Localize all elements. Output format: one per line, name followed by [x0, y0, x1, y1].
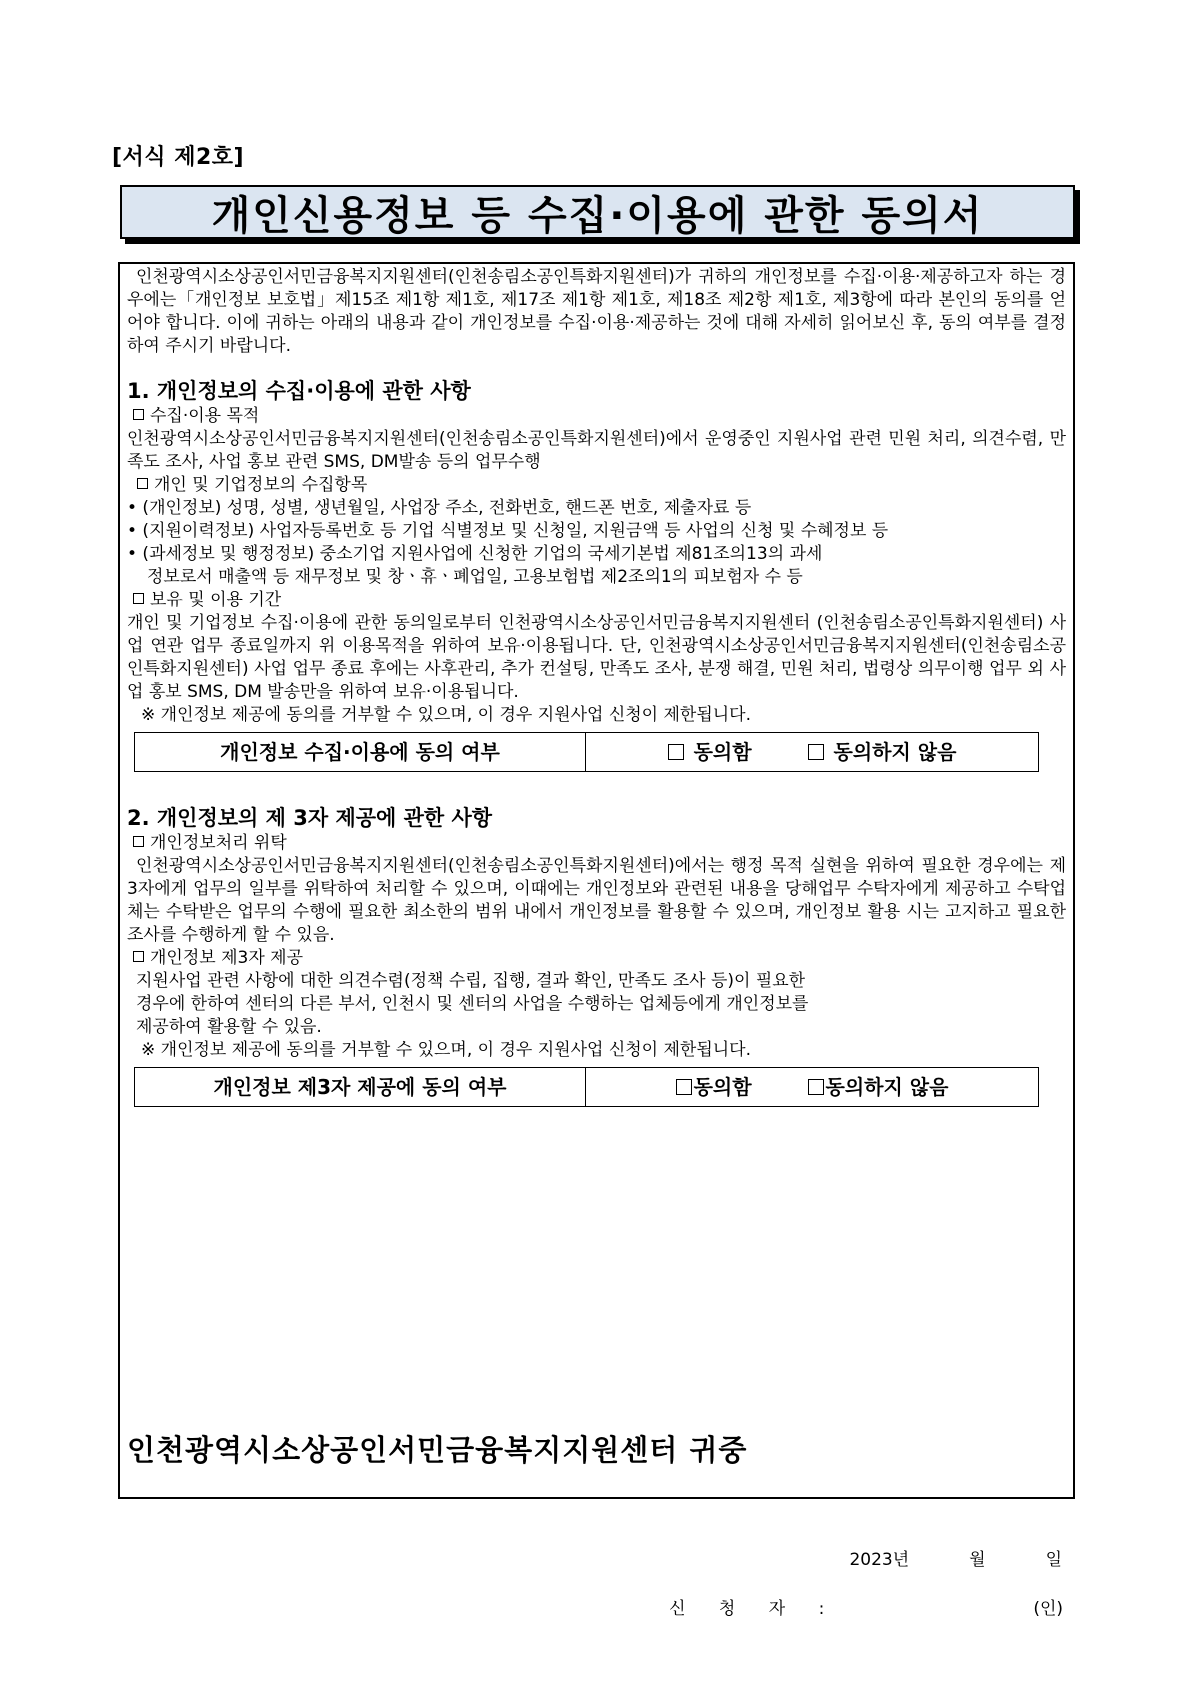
- consent-table-2: [134, 1067, 1039, 1107]
- entrust-label: 개인정보처리 위탁: [127, 832, 1066, 855]
- item-personal: • (개인정보) 성명, 성별, 생년월일, 사업장 주소, 전화번호, 핸드폰 번호, 제출자료 등: [127, 498, 752, 518]
- square-bullet-icon: [133, 593, 144, 604]
- purpose-text: 인천광역시소상공인서민금융복지지원센터(인천송림소공인특화지원센터)에서 운영중인 지원사업 관련 민원 처리, 의견수렴, 만족도 조사, 사업 홍보 관련 SMS, DM발송 등의 업무수행: [127, 429, 1066, 472]
- third-party-line-3: 제공하여 활용할 수 있음.: [136, 1017, 322, 1037]
- recipient: 인천광역시소상공인서민금융복지지원센터 귀중: [127, 1433, 748, 1467]
- date-month[interactable]: 월: [969, 1550, 986, 1570]
- applicant-row: [669, 1594, 1063, 1619]
- disagree-option-1[interactable]: 동의하지 않음: [808, 741, 957, 764]
- square-bullet-icon: [133, 836, 144, 847]
- agree-checkbox-1[interactable]: [668, 744, 684, 760]
- square-bullet-icon: [133, 951, 144, 962]
- third-party-line-2: 경우에 한하여 센터의 다른 부서, 인천시 및 센터의 사업을 수행하는 업체등에게 개인정보를: [136, 994, 809, 1014]
- document-title: 개인신용정보 등 수집·이용에 관한 동의서: [211, 192, 984, 239]
- item-history: • (지원이력정보) 사업자등록번호 등 기업 식별정보 및 신청일, 지원금액 등 사업의 신청 및 수혜정보 등: [127, 521, 889, 541]
- consent-label-2: 개인정보 제3자 제공에 동의 여부: [135, 1068, 586, 1106]
- agree-checkbox-2[interactable]: [676, 1079, 692, 1095]
- applicant-label: 신 청 자 :: [669, 1599, 839, 1619]
- consent-table-1: [134, 732, 1039, 772]
- section1-heading: 1. 개인정보의 수집·이용에 관한 사항: [127, 379, 471, 403]
- section2-heading: 2. 개인정보의 제 3자 제공에 관한 사항: [127, 806, 493, 830]
- disagree-checkbox-2[interactable]: [808, 1079, 824, 1095]
- seal-mark[interactable]: (인): [1033, 1599, 1063, 1619]
- form-number: [서식 제2호]: [112, 145, 245, 170]
- agree-option-1[interactable]: 동의함: [668, 741, 752, 764]
- agree-option-2[interactable]: 동의함: [676, 1076, 752, 1099]
- refusal-note: ※ 개인정보 제공에 동의를 거부할 수 있으며, 이 경우 지원사업 신청이 제한됩니다.: [141, 705, 751, 725]
- date-year[interactable]: 2023년: [849, 1550, 910, 1570]
- item-tax: • (과세정보 및 행정정보) 중소기업 지원사업에 신청한 기업의 국세기본법 제81조의13의 과세: [127, 544, 823, 564]
- disagree-option-2[interactable]: 동의하지 않음: [808, 1076, 949, 1099]
- date-row: [849, 1545, 1062, 1570]
- retention-text: 개인 및 기업정보 수집·이용에 관한 동의일로부터 인천광역시소상공인서민금융복지지원센터 (인천송림소공인특화지원센터) 사업 연관 업무 종료일까지 위 이용목적을 위하여 보유·이용됩니다. 단, 인천광역시소상공인서민금융복지지원센터(인천송림소공인특화지원센터) 사업 업무 종료 후에는 사후관리, 추가 컨설팅, 만족도 조사, 분쟁 해결, 민원 처리, 법령상 의무이행 업무 외 사업 홍보 SMS, DM 발송만을 위하여 보유·이용됩니다.: [127, 613, 1066, 702]
- square-bullet-icon: [133, 409, 144, 420]
- purpose-label: 수집·이용 목적: [127, 405, 1066, 428]
- third-party-label: 개인정보 제3자 제공: [127, 947, 1066, 970]
- consent-form-body: [118, 262, 1075, 1619]
- square-bullet-icon: [137, 478, 148, 489]
- consent-options-1: [586, 733, 1038, 771]
- item-tax-cont: 정보로서 매출액 등 재무정보 및 창ㆍ휴ㆍ폐업일, 고용보험법 제2조의1의 피보험자 수 등: [147, 567, 803, 587]
- consent-options-2: [586, 1068, 1038, 1106]
- entrust-text: 인천광역시소상공인서민금융복지지원센터(인천송림소공인특화지원센터)에서는 행정 목적 실현을 위하여 필요한 경우에는 제 3자에게 업무의 일부를 위탁하여 처리할 수 있으며, 이때에는 개인정보와 관련된 내용을 당해업무 수탁자에게 제공하고 수탁업체는 수탁받은 업무의 수행에 필요한 최소한의 범위 내에서 개인정보를 활용할 수 있으며, 개인정보 활용 시는 고지하고 필요한 조사를 수행하게 할 수 있음.: [127, 856, 1066, 945]
- retention-label: 보유 및 이용 기간: [127, 589, 1066, 612]
- consent-label-1: 개인정보 수집·이용에 동의 여부: [135, 733, 586, 771]
- form-content: [127, 264, 1066, 1107]
- items-label: 개인 및 기업정보의 수집항목: [127, 474, 1066, 497]
- date-day[interactable]: 일: [1045, 1550, 1062, 1570]
- third-party-line-1: 지원사업 관련 사항에 대한 의견수렴(정책 수립, 집행, 결과 확인, 만족도 조사 등)이 필요한: [136, 971, 806, 991]
- intro-paragraph: 인천광역시소상공인서민금융복지지원센터(인천송림소공인특화지원센터)가 귀하의 개인정보를 수집·이용·제공하고자 하는 경우에는「개인정보 보호법」제15조 제1항 제1호, 제17조 제1항 제1호, 제18조 제2항 제1호, 제3항에 따라 본인의 동의를 얻어야 합니다. 이에 귀하는 아래의 내용과 같이 개인정보를 수집·이용·제공하는 것에 대해 자세히 읽어보신 후, 동의 여부를 결정하여 주시기 바랍니다.: [127, 267, 1066, 356]
- title-box: [120, 185, 1075, 239]
- disagree-checkbox-1[interactable]: [808, 744, 824, 760]
- refusal-note-2: ※ 개인정보 제공에 동의를 거부할 수 있으며, 이 경우 지원사업 신청이 제한됩니다.: [141, 1040, 751, 1060]
